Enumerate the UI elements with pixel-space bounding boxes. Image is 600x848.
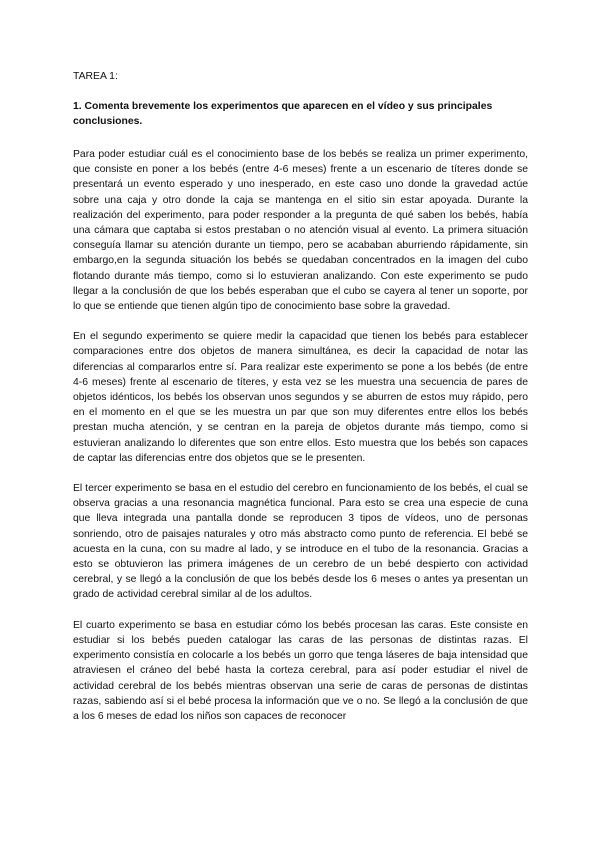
paragraph-experiment-3: El tercer experimento se basa en el estudio del cerebro en funcionamiento de los bebés, el cual se observa gracias a una resonancia magnética funcional. Para esto se crea una especie de cuna que lleva integrada una pantalla donde se reproducen 3 tipos de vídeos, uno de personas sonriendo, otro de paisajes naturales y otro más abstracto como punto de referencia. El bebé se acuesta en la cuna, con su madre al lado, y se introduce en el tubo de la resonancia. Gracias a esto se obtuvieron las primera imágenes de un cerebro de un bebé despierto con actividad cerebral, y se llegó a la conclusión de que los bebés desde los 6 meses o antes ya presentan un grado de actividad cerebral similar al de los adultos. (73, 483, 528, 601)
paragraph-experiment-1: Para poder estudiar cuál es el conocimiento base de los bebés se realiza un primer experimento, que consiste en poner a los bebés (entre 4-6 meses) frente a un escenario de títeres donde se presentará un evento esperado y uno inesperado, en este caso uno donde la gravedad actúe sobre una caja y otro donde la caja se mantenga en el sitio sin estar apoyada. Durante la realización del experimento, para poder responder a la pregunta de qué saben los bebés, había una cámara que captaba si estos prestaban o no atención visual al evento. La primera situación conseguía llamar su atención durante un tiempo, pero se acababan aburriendo rápidamente, sin embargo,en la segunda situación los bebés se quedaban concentrados en la imagen del cubo flotando durante más tiempo, como si lo estuvieran analizando. Con este experimento se pudo llegar a la conclusión de que los bebés esperaban que el cubo se cayera al tener un soporte, por lo que se entiende que tienen algún tipo de conocimiento base sobre la gravedad. (73, 149, 528, 313)
task-title: TAREA 1: (73, 71, 118, 82)
paragraph-experiment-4: El cuarto experimento se basa en estudiar cómo los bebés procesan las caras. Este consiste en estudiar si los bebés pueden catalogar las caras de las personas de distintas razas. El experimento consistía en colocarle a los bebés un gorro que tenga láseres de baja intensidad que atraviesen el cráneo del bebé hasta la corteza cerebral, para así poder estudiar el nivel de actividad cerebral de los bebés mientras observan una serie de caras de personas de distintas razas, sabiendo así si el bebé procesa la información que ve o no. Se llegó a la conclusión de que a los 6 meses de edad los niños son capaces de reconocer (73, 619, 528, 722)
paragraph-experiment-2: En el segundo experimento se quiere medir la capacidad que tienen los bebés para establecer comparaciones entre dos objetos de manera simultánea, es decir la capacidad de notar las diferencias al compararlos entre sí. Para realizar este experimento se pone a los bebés (de entre 4-6 meses) frente al escenario de títeres, y esta vez se les muestra una secuencia de pares de objetos idénticos, los bebés los observan unos segundos y se aburren de estos muy rápido, pero en el momento en el que se les muestra un par que son muy diferentes entre ellos los bebés prestan mucha atención, y se centran en la pareja de objetos durante más tiempo, como si estuvieran analizando lo diferentes que son entre ellos. Esto muestra que los bebés son capaces de captar las diferencias entre dos objetos que se le presenten. (73, 331, 528, 464)
document-page (73, 70, 528, 739)
question-heading: 1. Comenta brevemente los experimentos que aparecen en el vídeo y sus principales conclusiones. (73, 101, 493, 127)
